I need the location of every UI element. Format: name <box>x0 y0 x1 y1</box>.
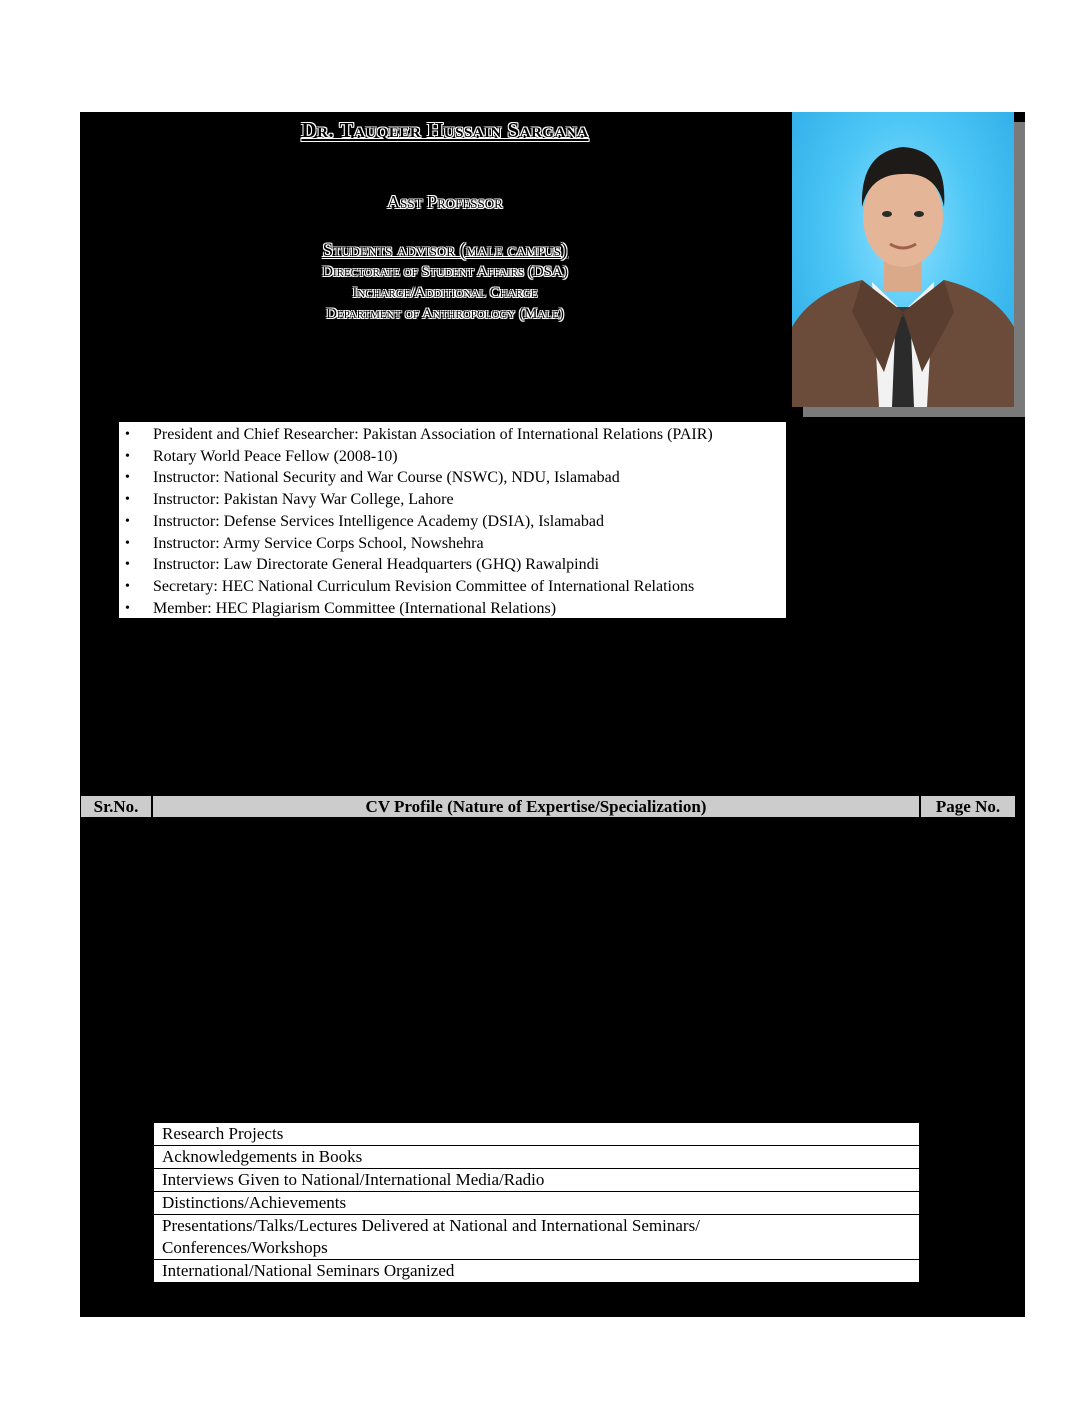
toc-header-page: Page No. <box>920 795 1016 818</box>
positions-list <box>119 422 786 618</box>
list-item: • Instructor: National Security and War Course (NSWC), NDU, Islamabad <box>119 467 786 489</box>
list-item: • Member: HEC Plagiarism Committee (International Relations) <box>119 598 786 620</box>
list-item: • Secretary: HEC National Curriculum Revision Committee of International Relations <box>119 576 786 598</box>
portrait-icon <box>792 112 1014 407</box>
table-row: Presentations/Talks/Lectures Delivered at National and International Seminars/ Conferences/Workshops <box>153 1214 920 1259</box>
portrait-photo <box>792 112 1014 407</box>
advisor-role: Students advisor (male campus) <box>322 240 568 261</box>
list-item: • Instructor: Army Service Corps School, Nowshehra <box>119 533 786 555</box>
list-item: • Instructor: Law Directorate General Headquarters (GHQ) Rawalpindi <box>119 554 786 576</box>
list-item: • Rotary World Peace Fellow (2008-10) <box>119 446 786 468</box>
table-row: Acknowledgements in Books <box>153 1145 920 1168</box>
toc-header-row <box>80 795 1016 818</box>
list-item: • Instructor: Defense Services Intelligence Academy (DSIA), Islamabad <box>119 511 786 533</box>
list-item: • Instructor: Pakistan Navy War College, Lahore <box>119 489 786 511</box>
toc-header-sr: Sr.No. <box>80 795 152 818</box>
job-title: Asst Professor <box>387 192 503 212</box>
charge-line: Incharge/Additional Charge <box>352 285 538 301</box>
table-row: Interviews Given to National/International Media/Radio <box>153 1168 920 1191</box>
table-row: Distinctions/Achievements <box>153 1191 920 1214</box>
department-line: Department of Anthropology (Male) <box>326 306 564 322</box>
directorate-line: Directorate of Student Affairs (DSA) <box>322 264 568 280</box>
toc-header-profile: CV Profile (Nature of Expertise/Specialization) <box>152 795 920 818</box>
person-name: Dr. Tauqeer Hussain Sargana <box>301 118 589 142</box>
toc-table <box>153 1122 920 1283</box>
table-row: Research Projects <box>153 1122 920 1145</box>
table-row: International/National Seminars Organized <box>153 1259 920 1283</box>
list-item: • President and Chief Researcher: Pakistan Association of International Relations (PAIR) <box>119 424 786 446</box>
